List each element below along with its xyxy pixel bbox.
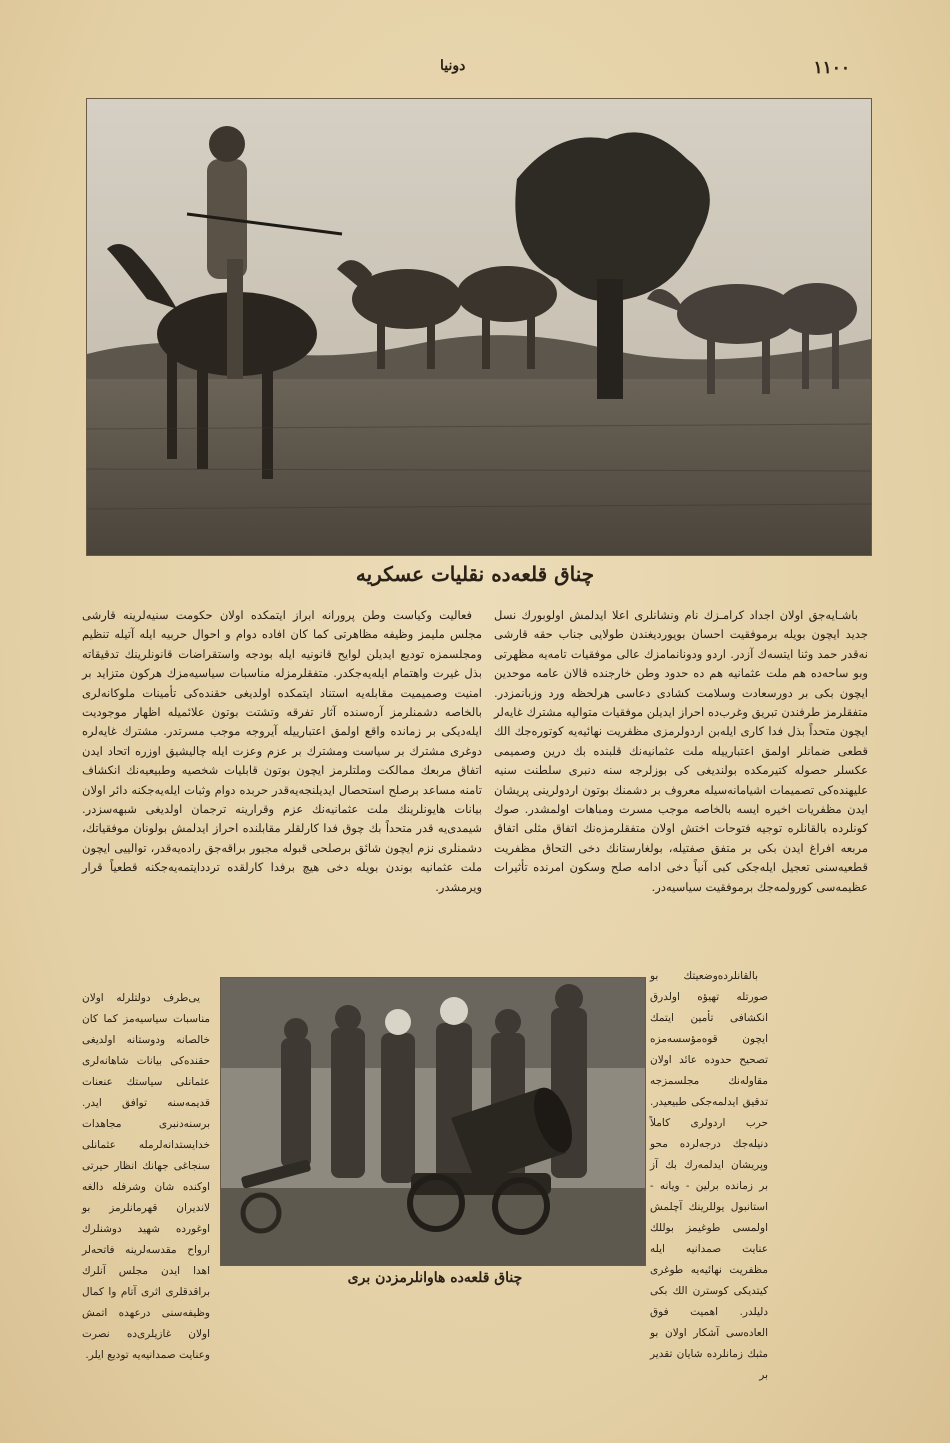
- camel-convoy-illustration: [87, 99, 871, 555]
- mortar-illustration: [221, 978, 645, 1265]
- article-column-right: [494, 606, 868, 901]
- article-paragraph: فعاليت وكياست وطن پرورانه ابراز ايتمكده اولان حكومت سنيه‌لرينه قارشى مجلس مليمز وظيفه مظاهرتى كما كان افاده دوام و احوال حربيه ايله آتيله تنظيم ومجلسمزه تودیع ايديلن لوايح قانونيه ايله بودجه واستقراضات قانونلرينك تدقيقاته بذل غيرت واهتمام ايله‌يه‌جكدر. متفقلرمزله مناسبات سياسيه‌مزك هركون متزايد بر امنيت وصميميت مقابله‌يه استناد ايتمكده اولديغى حقنده‌كى تأمينات ملوكانه‌لرى بالخاصه دشمنلرمز آره‌سنده آثار تفرقه وتشتت بوتون علائميله اظهار موجوديت ايله‌ديكى بر زمانده واقع اولمق اعتبارييله آيروجه موجب مسرتدر. مشترك غايه‌لره دوغرى مشترك بر سياست ومشترك بر عزم وعزت ايله چاليشيق اوزره اتحاد ايدن اتفاق مربعك ممالكت وملتلرمز ايچون بوتون قابليات شخصيه وطبيعيه‌نك انكشاف تامنه مساعد برصلح استحصال ايديلنجه‌يه‌قدر حربده دوام وثبات ايله‌يه‌جكنه دائر اولان بيانات هايونلرينك ملت عثمانيه‌نك عزم وقرارينه ترجمان اولديغى شبهه‌سزدر. شيمدى‌يه قدر متحداً بك چوق فدا كارلقلر مقابلنده احراز ايدلمش بولونان موفقياتك، دشمنلرى نزم ايچون شائق برصلحى قبوله مجبور براقه‌جق راده‌يه‌قدر، توالييى ايچون ملت عثمانيه بوندن بويله دخى هيچ برفدا كارلقده ترددايتمه‌يه‌جكنه قطعياً قرار ويرمشدر.: [82, 608, 482, 894]
- mortar-photo: [220, 977, 646, 1266]
- top-photo-caption: چناق قلعه‌ده نقليات عسكريه: [355, 562, 595, 586]
- article-paragraph: بالقانلرده‌وضعيتك بو صورتله تهيؤه اولدرق انكشافى تأمين ايتمك ايچون قوه‌مؤسسه‌مزه تصحيح حدوده عائد اولان مقاوله‌نك مجلسمزجه تدقيق ايدلمه‌جكى طبيعيدر. حرب اردولرى كاملاً دنيله‌جك درجه‌لرده محو وپريشان ايدلمه‌رك بك آز بر زمانده برلين - ويانه - استانبول يوللرينك آچلمش اولمسى طوغيمز بوللك عنايت صمدانيه ايله مظفريت نهائيه‌يه طوغرى كيتديكى كوسترن الك بكى دليلدر. اهميت فوق العاده‌سى آشكار اولان بو مثبك زمانلرده شايان تقدير بر: [650, 970, 768, 1381]
- article-column-lower-left: [82, 988, 210, 1370]
- article-column-left: [82, 606, 482, 901]
- camel-convoy-photo: [86, 98, 872, 556]
- article-paragraph: باشـايه‌جق اولان اجداد كرامـزك نام ونشانلرى اعلا ايدلمش اولوبورك نسل جديد ايچون بويله برموفقيت احسان بويورديغندن طولايى جناب حقه قارشى نه‌قدر حمد وثنا ايتسه‌ك آزدر. اردو ودونانمامزك عالى موفقيات تامه‌يه مظهرتى وبو ساحه‌ده هم ملت عثمانيه هم ده حدود وطن خارجنده قالان عامه موحدين ايچون بكى بر دورسعادت وسلامت كشادى دعاسى هرلحظه ورد وزبانمزدر. متفقلرمز طرفندن تبريق وغرب‌ده احراز ايديلن موفقيات متواليه مشترك غايه‌لر ايچون متحداً بذل فدا كارى ايله‌بن اردولرمزى مظفريت نهائيه‌يه كوتوره‌جك الك قطعى ضمانلر اولمق اعتبارييله ملت عثمانيه‌نك قلبنده بك درين وصميمى عكسلر حصوله كتيرمكده بولنديغى كى بوزلرجه سنه دنبرى سلطنت سنيه عليهنده‌كى تصميمات اشيامانه‌سيله معروف بر دشمنك بوتون اردولرينى پريشان ايدن مظفريات اخيره ايسه بالخاصه موجب مسرت ومباهات اولمشدر. صوك كونلرده بالقانلره توجيه فتوحات اختش اولان متفقلرمزه‌نك اتفاق مثلى اتفاق مربعه افراغ ايدن بكى بر متفق صفتيله، بولغارستانك دخى التحاق مظفريت قطعيه‌سنى تعجيل ايله‌جكى كبى آنياً دخى ادامه صلح وسكون امرنده تأثيرات عظيمه‌سى كورولمه‌جك برموفقيت سياسيه‌در.: [494, 608, 868, 894]
- page-number: ١١٠٠: [813, 58, 850, 78]
- running-head: دونيا: [440, 58, 466, 74]
- page-header: [0, 58, 950, 82]
- article-column-lower-right: [650, 966, 768, 1390]
- bottom-photo-caption: چناق قلعه‌ده هاوانلرمزدن برى: [347, 1270, 523, 1286]
- article-paragraph: يى‌طرف دولتلرله اولان مناسبات سياسيه‌مز كما كان خالصانه ودوستانه اولديغى حقنده‌كى بيانات شاهانه‌لرى عثمانلى سياستك عنعنات قديمه‌سنه توافق ايدر. برسنه‌دنبرى مجاهدات خدايستدانه‌لرمله عثمانلى سنجاغى جهانك انظار حيرتى اوكنده شان وشرفله دالغه لانديران قهرمانلرمز بو اوغورده شهيد دوشنلرك ارواح مقدسه‌لرينه فاتحه‌لر اهدا ايدن مجلس آنلرك براقدقلرى اثرى آتام وا كمال وظيفه‌سنى درعهده اتمش اولان غازيلرى‌ده نصرت وعنايت صمدانيه‌يه توديع ايلر.: [82, 992, 210, 1361]
